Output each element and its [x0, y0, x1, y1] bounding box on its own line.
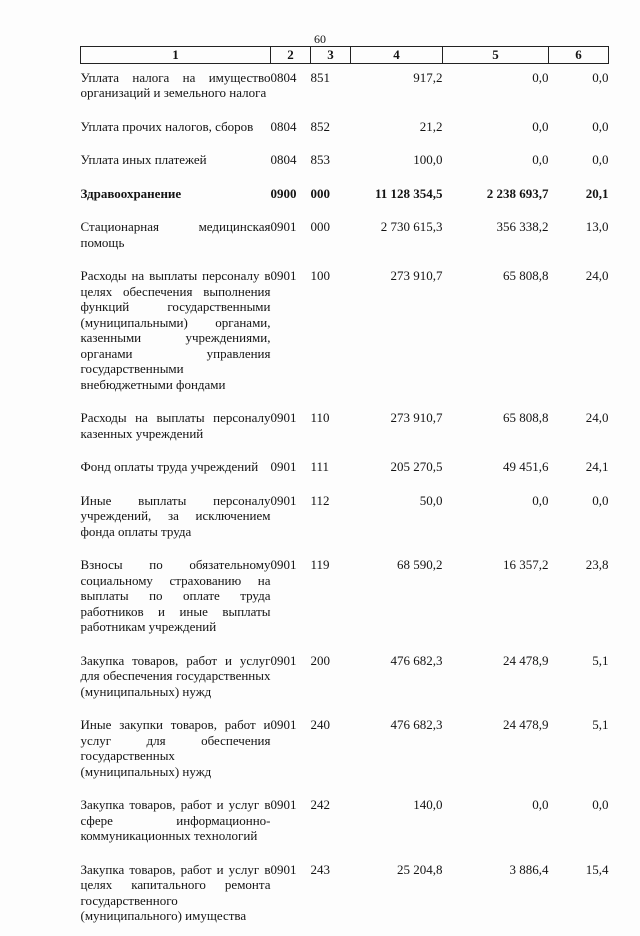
header-row — [81, 47, 609, 64]
row-name: Фонд оплаты труда учреждений — [80, 459, 259, 474]
row-plan: 2 730 615,3 — [380, 219, 443, 234]
row-actual: 65 808,8 — [503, 268, 549, 283]
row-section: 0901 — [270, 797, 297, 812]
row-kind: 851 — [310, 69, 330, 85]
row-plan: 205 270,5 — [390, 459, 443, 474]
table-row — [81, 262, 609, 404]
row-kind: 110 — [310, 410, 330, 425]
row-percent: 0,0 — [592, 118, 609, 134]
table-row — [81, 63, 609, 113]
row-name: Закупка товаров, работ и услуг в целях капитального ремонта государственного (муниципального) имущества — [80, 861, 271, 923]
row-section: 0804 — [270, 118, 297, 134]
row-actual: 0,0 — [532, 492, 549, 508]
row-section: 0901 — [270, 557, 297, 572]
row-name: Закупка товаров, работ и услуг в сфере информационно-коммуникационных технологий — [80, 797, 271, 843]
row-actual: 356 338,2 — [496, 219, 549, 234]
row-actual: 0,0 — [532, 69, 549, 85]
table-row — [81, 453, 609, 487]
row-plan: 100,0 — [413, 152, 443, 167]
row-name: Иные закупки товаров, работ и услуг для обеспечения государственных (муниципальных) нужд — [80, 717, 271, 779]
table-row — [81, 213, 609, 262]
table-row — [81, 404, 609, 453]
row-actual: 24 478,9 — [503, 717, 549, 732]
row-kind: 853 — [310, 152, 330, 167]
row-actual: 0,0 — [532, 152, 549, 167]
table-row — [81, 487, 609, 552]
row-plan: 50,0 — [419, 492, 443, 508]
table-row — [81, 647, 609, 712]
row-actual: 3 886,4 — [509, 861, 549, 877]
row-name: Здравоохранение — [80, 185, 182, 201]
row-percent: 23,8 — [585, 557, 609, 572]
row-section: 0804 — [270, 69, 297, 85]
row-name: Взносы по обязательному социальному страхованию на выплаты по оплате труда работников и иные выплаты работникам учреждений — [80, 557, 271, 634]
header-name: 1 — [81, 47, 271, 64]
header-plan: 4 — [351, 47, 443, 64]
row-actual: 0,0 — [532, 797, 549, 812]
row-name: Закупка товаров, работ и услуг для обеспечения государственных (муниципальных) нужд — [80, 652, 271, 699]
row-name: Расходы на выплаты персоналу в целях обеспечения выполнения функций государственными (муниципальными) органами, казенными учреждениями, органами управления государственными внебюджетными фондами — [80, 268, 271, 392]
row-percent: 0,0 — [592, 69, 609, 85]
page-number: 60 — [314, 32, 326, 46]
row-kind: 200 — [310, 652, 330, 668]
row-percent: 5,1 — [592, 717, 609, 732]
row-actual: 0,0 — [532, 118, 549, 134]
row-percent: 0,0 — [592, 152, 609, 167]
row-section: 0900 — [270, 185, 297, 201]
row-plan: 140,0 — [413, 797, 443, 812]
row-plan: 25 204,8 — [397, 861, 443, 877]
row-percent: 24,0 — [585, 410, 609, 425]
row-name: Иные выплаты персоналу учреждений, за исключением фонда оплаты труда — [80, 492, 271, 539]
row-section: 0901 — [270, 717, 297, 732]
row-actual: 2 238 693,7 — [486, 185, 549, 201]
row-name: Стационарная медицинская помощь — [80, 219, 271, 250]
budget-table — [80, 46, 609, 936]
row-name: Расходы на выплаты персоналу казенных учреждений — [80, 410, 271, 441]
row-section: 0901 — [270, 219, 297, 234]
row-plan: 476 682,3 — [390, 717, 443, 732]
row-kind: 119 — [310, 557, 330, 572]
table-row — [81, 180, 609, 214]
row-plan: 68 590,2 — [397, 557, 443, 572]
row-section: 0901 — [270, 861, 297, 877]
row-name: Уплата налога на имущество организаций и земельного налога — [80, 69, 271, 100]
row-kind: 240 — [310, 717, 330, 732]
row-percent: 5,1 — [592, 652, 609, 668]
row-actual: 24 478,9 — [503, 652, 549, 668]
row-section: 0901 — [270, 492, 297, 508]
row-kind: 242 — [310, 797, 330, 812]
table-row — [81, 711, 609, 791]
table-row — [81, 551, 609, 647]
row-plan: 11 128 354,5 — [374, 185, 443, 201]
row-percent: 24,0 — [585, 268, 609, 283]
row-kind: 243 — [310, 861, 330, 877]
row-plan: 273 910,7 — [390, 410, 443, 425]
row-percent: 20,1 — [585, 185, 609, 201]
header-actual: 5 — [443, 47, 549, 64]
row-actual: 49 451,6 — [503, 459, 549, 474]
table-row — [81, 113, 609, 147]
row-percent: 15,4 — [585, 861, 609, 877]
row-kind: 111 — [310, 459, 330, 474]
row-section: 0901 — [270, 410, 297, 425]
row-percent: 24,1 — [585, 459, 609, 474]
row-percent: 0,0 — [592, 492, 609, 508]
row-section: 0901 — [270, 268, 297, 283]
row-kind: 000 — [310, 219, 330, 234]
header-percent: 6 — [549, 47, 609, 64]
row-name: Уплата иных платежей — [80, 152, 207, 167]
table-row — [81, 146, 609, 180]
table-body — [81, 63, 609, 936]
row-plan: 917,2 — [413, 69, 443, 85]
row-kind: 112 — [310, 492, 330, 508]
row-percent: 13,0 — [585, 219, 609, 234]
row-kind: 100 — [310, 268, 330, 283]
row-actual: 65 808,8 — [503, 410, 549, 425]
row-percent: 0,0 — [592, 797, 609, 812]
row-plan: 21,2 — [419, 118, 443, 134]
row-actual: 16 357,2 — [503, 557, 549, 572]
row-section: 0804 — [270, 152, 297, 167]
header-section: 2 — [271, 47, 311, 64]
row-name: Уплата прочих налогов, сборов — [80, 118, 254, 134]
row-section: 0901 — [270, 459, 297, 474]
row-section: 0901 — [270, 652, 297, 668]
table-row — [81, 856, 609, 936]
row-plan: 273 910,7 — [390, 268, 443, 283]
row-plan: 476 682,3 — [390, 652, 443, 668]
table-row — [81, 791, 609, 856]
header-kind: 3 — [311, 47, 351, 64]
row-kind: 852 — [310, 118, 330, 134]
row-kind: 000 — [310, 185, 330, 201]
